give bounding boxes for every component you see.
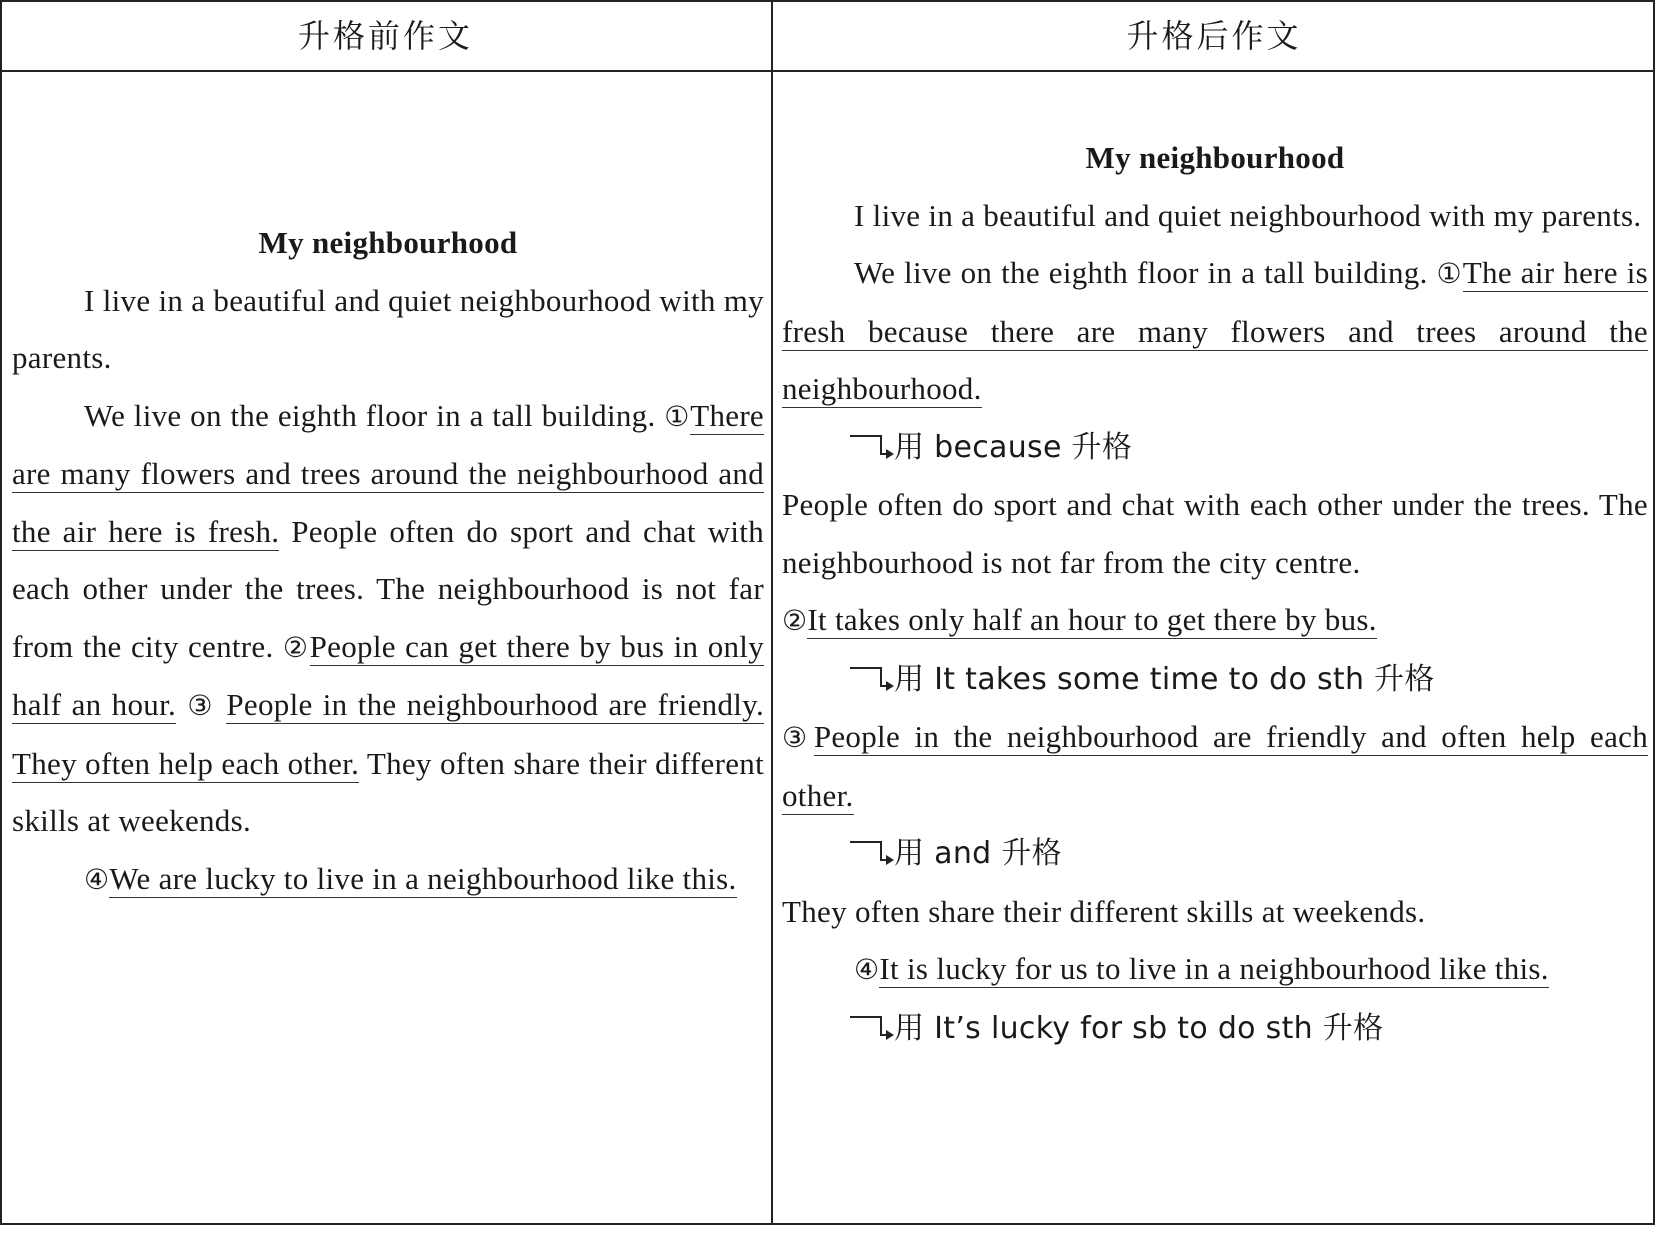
marker-4-after: ④ xyxy=(854,953,880,986)
essay-after-text-1: People often do sport and chat with each other under the trees. The neighbourhood is not far from the city centre. ②It takes only half an hour to get there by bus. xyxy=(782,487,1648,637)
essay-after xyxy=(782,129,1648,1057)
essay-after-paragraph-4 xyxy=(782,940,1648,999)
sentence-3-before: People in the neighbourhood are friendly. They often help each other. xyxy=(12,687,765,781)
sentence-4-after: It is lucky for us to live in a neighbourhood like this. xyxy=(879,951,1549,986)
upgrade-note-4: 用 It’s lucky for sb to do sth 升格 xyxy=(782,999,1648,1058)
marker-4: ④ xyxy=(84,862,110,896)
essay-before-text-3: They often share their different skills at weekends. xyxy=(12,745,764,838)
bent-arrow-icon xyxy=(850,1016,892,1040)
header-divider xyxy=(0,70,1655,72)
upgrade-note-1: 用 because 升格 xyxy=(782,418,1648,477)
bent-arrow-icon xyxy=(850,435,892,459)
sentence-2-after: It takes only half an hour to get there by bus. xyxy=(807,602,1377,637)
essay-after-text-3: They often share their different skills at weekends. xyxy=(782,893,1426,929)
essay-after-paragraph-1: I live in a beautiful and quiet neighbourhood with my parents. xyxy=(854,197,1642,233)
essay-after-intro: We live on the eighth floor in a tall building. xyxy=(854,255,1437,290)
essay-before-title: My neighbourhood xyxy=(258,225,518,260)
marker-1-after: ① xyxy=(1436,257,1463,290)
essay-before-paragraph-3 xyxy=(12,850,764,909)
sentence-4-before: We are lucky to live in a neighbourhood like this. xyxy=(109,860,737,896)
header-after: 升格后作文 xyxy=(1126,17,1302,55)
essay-before-intro: We live on the eighth floor in a tall building. xyxy=(84,397,656,433)
marker-3-after: ③ xyxy=(782,721,814,754)
bent-arrow-icon xyxy=(850,667,892,691)
marker-2: ② xyxy=(282,630,310,664)
essay-before-text-1: People often do sport and chat with each other under the trees. The neighbourhood is not far from the city centre. xyxy=(12,513,765,664)
bent-arrow-icon xyxy=(850,841,892,865)
marker-2-after: ② xyxy=(782,604,808,637)
essay-before xyxy=(12,214,764,908)
essay-after-title: My neighbourhood xyxy=(1085,140,1345,175)
sentence-2-before: People can get there by bus in only half an hour. xyxy=(12,628,765,722)
upgrade-note-3: 用 and 升格 xyxy=(782,824,1648,883)
essay-after-paragraph-3 xyxy=(782,708,1648,824)
upgrade-note-2: 用 It takes some time to do sth 升格 xyxy=(782,650,1648,709)
sentence-3-after: People in the neighbourhood are friendly and often help each other. xyxy=(782,719,1648,813)
essay-before-paragraph-1: I live in a beautiful and quiet neighbourhood with my parents. xyxy=(12,282,764,375)
marker-3: ③ xyxy=(176,689,227,722)
column-divider xyxy=(771,0,773,1225)
sentence-1-before: There are many flowers and trees around the neighbourhood and the air here is fresh. xyxy=(12,397,764,549)
marker-1: ① xyxy=(664,399,691,433)
header-before: 升格前作文 xyxy=(297,17,473,55)
essay-before-paragraph-2 xyxy=(12,387,764,850)
essay-after-paragraph-2 xyxy=(782,244,1648,418)
sentence-1-after: The air here is fresh because there are many flowers and trees around the neighbourhood. xyxy=(782,255,1648,406)
